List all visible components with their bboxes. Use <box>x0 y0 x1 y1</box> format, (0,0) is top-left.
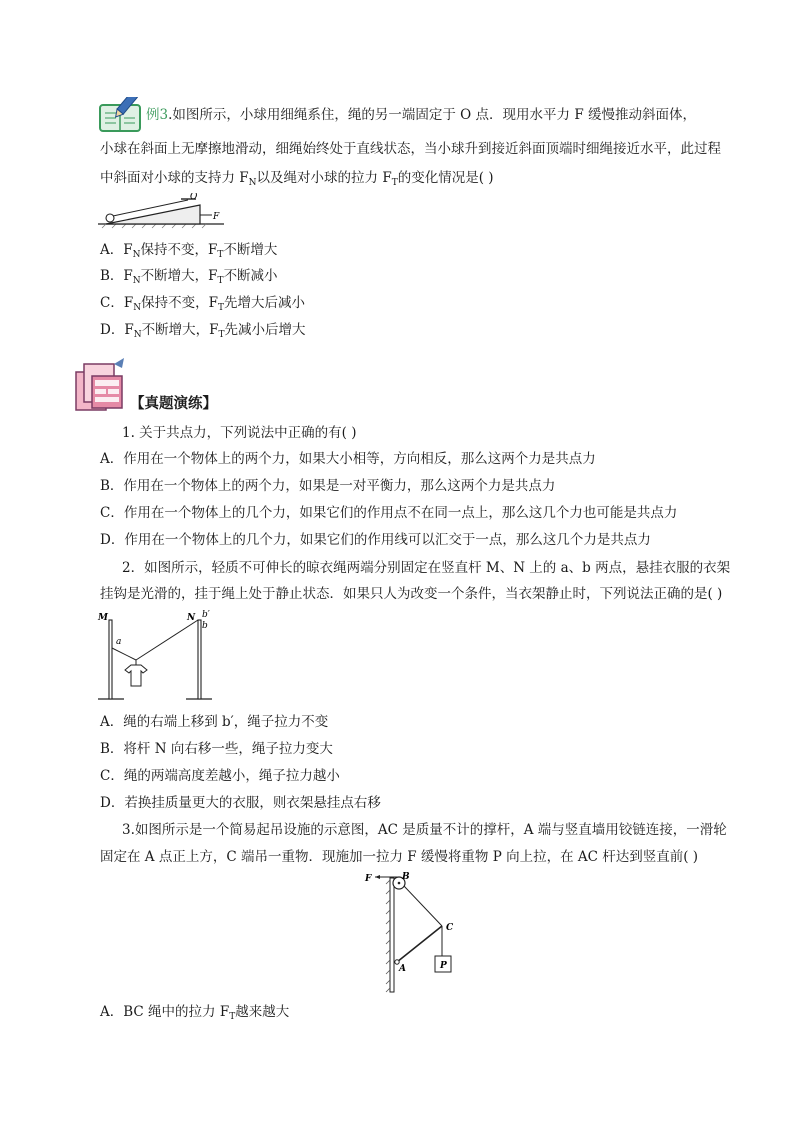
example3-option-c: C．$F_N$保持不变，$F_T$先增大后减小 <box>100 295 305 313</box>
q3-option-a: A．BC 绳中的拉力 $F_T$越来越大 <box>100 1004 290 1022</box>
label-a: a <box>116 637 122 647</box>
q1-option-b: B．作用在一个物体上的两个力，如果是一对平衡力，那么这两个力是共点力 <box>100 478 556 494</box>
q3-line1: 3.如图所示是一个简易起吊设施的示意图，AC 是质量不计的撑杆，A 端与竖直墙用铰链连接，一滑轮 <box>122 822 727 838</box>
example-book-icon <box>98 97 144 133</box>
q2-line2: 挂钩是光滑的，挂于绳上处于静止状态．如果只人为改变一个条件，当衣架静止时，下列说法正确的是( ) <box>100 586 723 602</box>
q2-option-d: D．若换挂质量更大的衣服，则衣架悬挂点右移 <box>100 795 381 811</box>
q3-line2: 固定在 A 点正上方，C 端吊一重物．现施加一拉力 F 缓慢将重物 P 向上拉，在 AC 杆达到竖直前( ) <box>100 849 699 865</box>
label-f: F <box>365 874 372 884</box>
q2-option-c: C．绳的两端高度差越小，绳子拉力越小 <box>100 768 340 784</box>
example3-option-a: A．$F_N$保持不变，$F_T$不断增大 <box>100 242 278 260</box>
label-b-prime: b′ <box>202 610 210 620</box>
q2-option-b: B．将杆 N 向右移一些，绳子拉力变大 <box>100 741 333 757</box>
q1-option-d: D．作用在一个物体上的几个力，如果它们的作用线可以汇交于一点，那么这几个力是共点力 <box>100 532 651 548</box>
label-a: A <box>399 964 406 974</box>
q1-stem: 1. 关于共点力，下列说法中正确的有( ) <box>122 425 357 441</box>
q2-line1: 2．如图所示，轻质不可伸长的晾衣绳两端分别固定在竖直杆 M、N 上的 a、b 两点，悬挂衣服的衣架 <box>122 560 731 576</box>
q1-option-c: C．作用在一个物体上的几个力，如果它们的作用点不在同一点上，那么这几个力也可能是共点力 <box>100 505 678 521</box>
example3-option-b: B．$F_N$不断增大，$F_T$不断减小 <box>100 268 278 286</box>
section-title: 【真题演练】 <box>130 395 217 412</box>
label-m: M <box>98 613 108 623</box>
example3-option-d: D．$F_N$不断增大，$F_T$先减小后增大 <box>100 322 306 340</box>
practice-section-icon <box>74 358 130 412</box>
label-f: F <box>213 212 220 222</box>
example3-label: 例3 <box>146 107 169 123</box>
example3-line2: 小球在斜面上无摩擦地滑动，细绳始终处于直线状态，当小球升到接近斜面顶端时细绳接近水平，此过程 <box>100 141 721 157</box>
label-p: P <box>440 961 447 971</box>
label-b: B <box>402 872 410 882</box>
incline-figure <box>96 193 226 229</box>
label-c: C <box>446 923 454 933</box>
q1-option-a: A．作用在一个物体上的两个力，如果大小相等，方向相反，那么这两个力是共点力 <box>100 451 596 467</box>
example3-line3: 中斜面对小球的支持力 $F_N$以及绳对小球的拉力 $F_T$的变化情况是( ) <box>100 170 494 188</box>
crane-figure <box>360 870 470 994</box>
label-n: N <box>187 613 196 623</box>
clothesline-figure <box>96 606 216 702</box>
example3-line1: 例3.如图所示，小球用细绳系住，绳的另一端固定于 O 点．现用水平力 F 缓慢推动斜面体， <box>146 107 696 123</box>
label-o: O <box>190 193 198 202</box>
q2-option-a: A．绳的右端上移到 b′，绳子拉力不变 <box>100 714 329 730</box>
label-b: b <box>202 621 208 631</box>
